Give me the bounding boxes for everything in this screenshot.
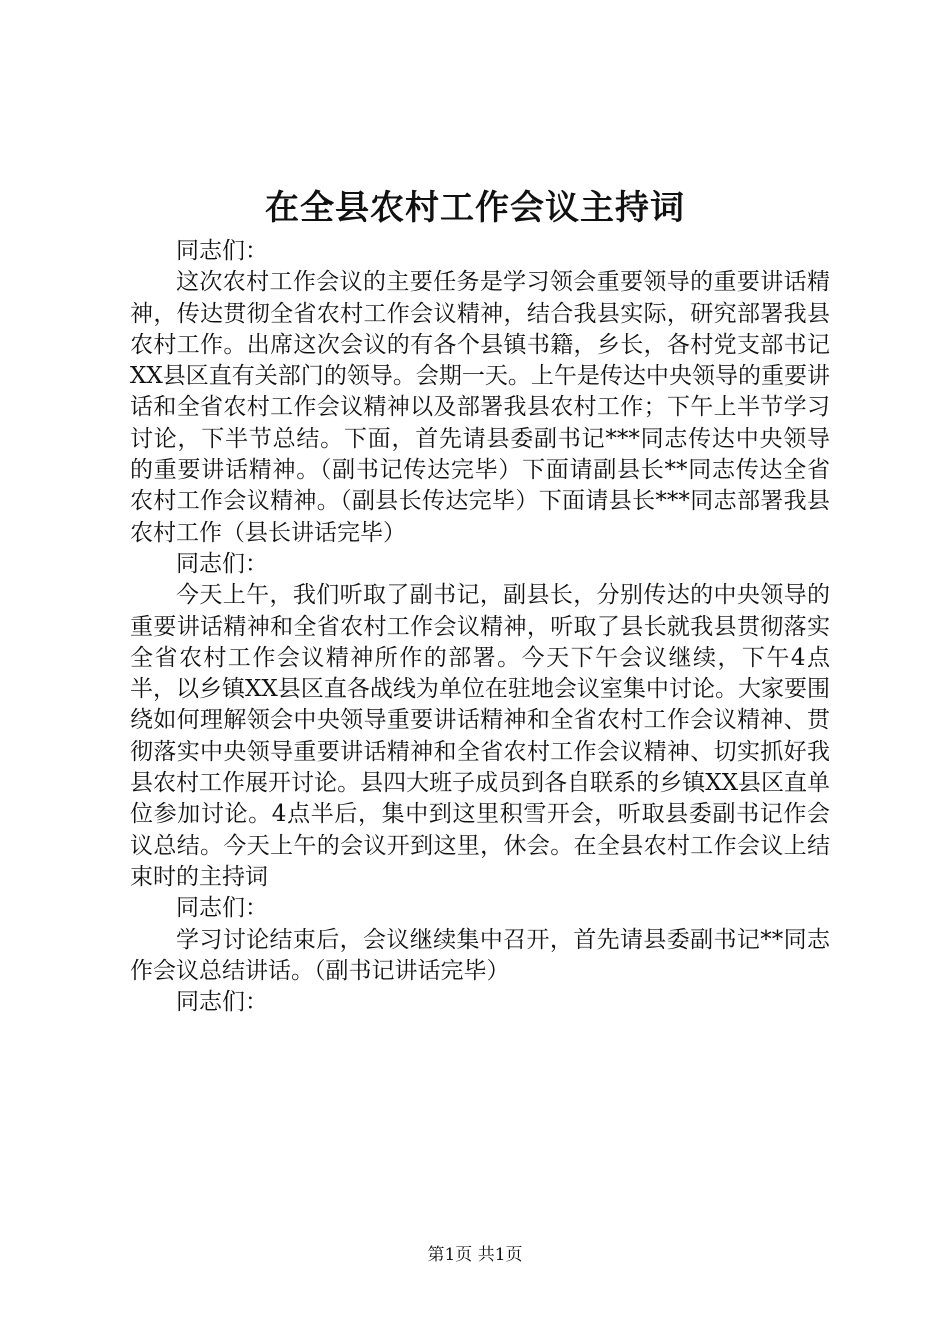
paragraph-morning-summary: 今天上午，我们听取了副书记，副县长，分别传达的中央领导的重要讲话精神和全省农村工作会议精神，听取了县长就我县贯彻落实全省农村工作会议精神所作的部署。今天下午会议继续，下午4点半，以乡镇XX县区直各战线为单位在驻地会议室集中讨论。大家要围绕如何理解领会中央领导重要讲话精神和全省农村工作会议精神、贯彻落实中央领导重要讲话精神和全省农村工作会议精神、切实抓好我县农村工作展开讨论。县四大班子成员到各自联系的乡镇XX县区直单位参加讨论。4点半后，集中到这里积雪开会，听取县委副书记作会议总结。今天上午的会议开到这里，休会。在全县农村工作会议上结束时的主持词 xyxy=(130,582,830,890)
document-body xyxy=(130,236,830,1018)
page-footer: 第1页 共1页 xyxy=(427,1245,523,1265)
paragraph-greeting-1: 同志们： xyxy=(176,238,268,264)
document-title: 在全县农村工作会议主持词 xyxy=(265,188,685,228)
paragraph-greeting-4: 同志们： xyxy=(176,989,268,1016)
paragraph-closing-session: 学习讨论结束后，会议继续集中召开，首先请县委副书记**同志作会议总结讲话。（副书记讲话完毕） xyxy=(130,926,830,984)
paragraph-opening: 这次农村工作会议的主要任务是学习领会重要领导的重要讲话精神，传达贯彻全省农村工作会议精神，结合我县实际，研究部署我县农村工作。出席这次会议的有各个县镇书籍，乡长，各村党支部书记XX县区直有关部门的领导。会期一天。上午是传达中央领导的重要讲话和全省农村工作会议精神以及部署我县农村工作；下午上半节学习讨论，下半节总结。下面，首先请县委副书记***同志传达中央领导的重要讲话精神。（副书记传达完毕）下面请副县长**同志传达全省农村工作会议精神。（副县长传达完毕）下面请县长***同志部署我县农村工作（县长讲话完毕） xyxy=(130,269,830,546)
paragraph-greeting-3: 同志们： xyxy=(176,895,268,922)
paragraph-greeting-2: 同志们： xyxy=(176,550,268,577)
